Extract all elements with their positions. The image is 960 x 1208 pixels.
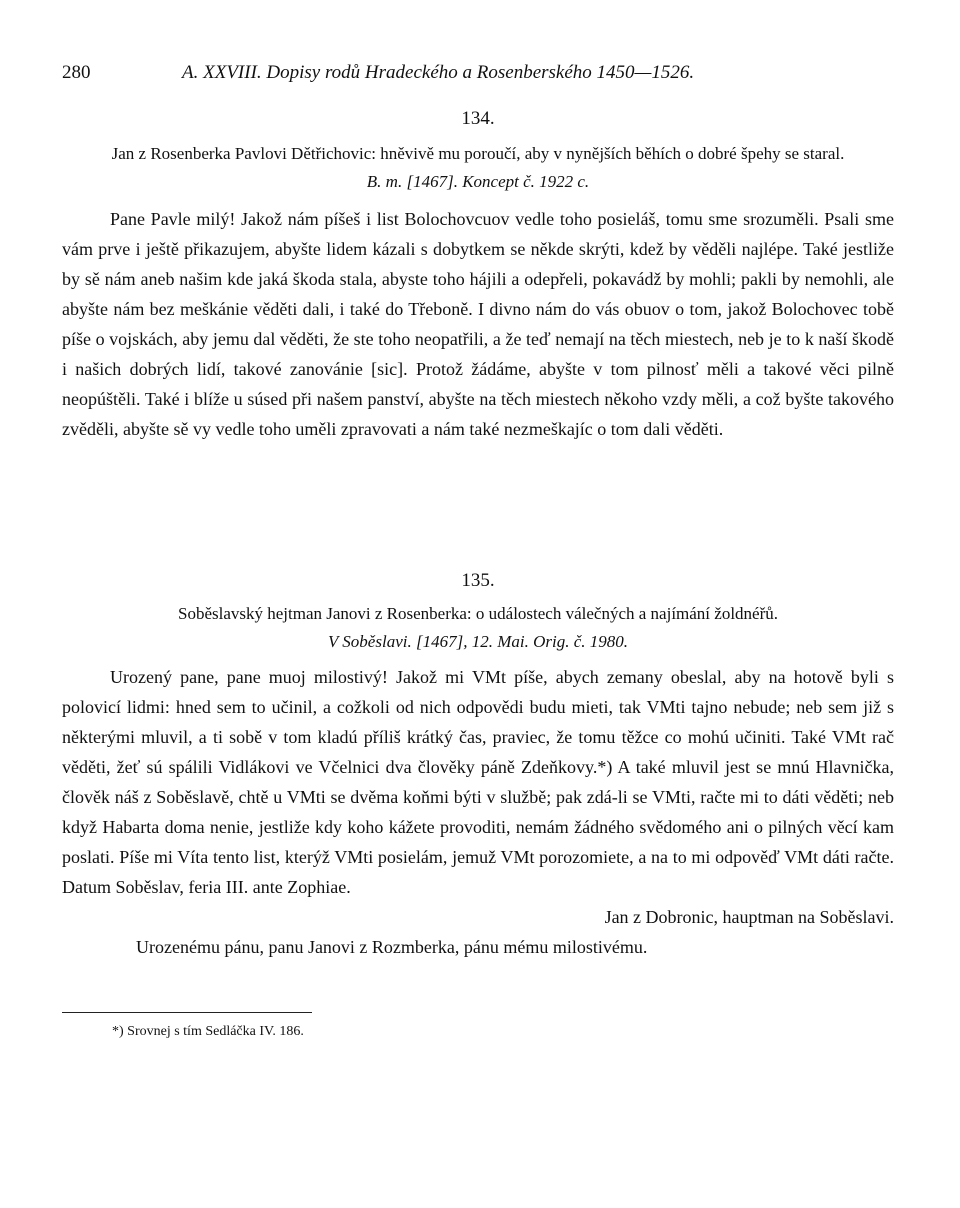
letter-text: Urozený pane, pane muoj milostivý! Jakož mi VMt píše, abych zemany obeslal, aby na hotově byli s polovicí lidmi: hned sem to učinil, a cožkoli od nich odpovědi budu mieti, tak VMti tajno nebude; neb sem již s některými mluvil, a ti sobě v tom kladú příliš krátký čas, praviec, že tomu těžce co mohú učiniti. Také VMt rač věděti, žeť sú spálili Vidlákovi ve Včelnici dva člověky páně Zdeňkovy.*) A také mluvil jest se mnú Hlavnička, člověk náš z Soběslavě, chtě u VMti se dvěma koňmi býti v službě; pak zdá-li se VMti, račte mi to dáti věděti; neb když Habarta doma nenie, jestliže kdy koho kážete provoditi, nemám žádného svědomého ani o pilných věcí kam poslati. Píše mi Víta tento list, kterýž VMti posielám, jemuž VMt porozomiete, a na to mi odpověď VMt dáti račte. Datum Soběslav, feria III. ante Zophiae. bbox=[62, 667, 894, 897]
document-page bbox=[62, 0, 894, 1208]
running-head bbox=[62, 60, 894, 86]
letter-134 bbox=[62, 106, 894, 444]
letter-datation: V Soběslavi. [1467], 12. Mai. Orig. č. 1980. bbox=[327, 632, 628, 651]
letter-regest: Jan z Rosenberka Pavlovi Dětřichovic: hněvivě mu poroučí, aby v nynějších běhích o dobré špehy se staral. bbox=[111, 144, 845, 163]
letter-regest: Soběslavský hejtman Janovi z Rosenberka: o událostech válečných a najímání žoldnéřů. bbox=[177, 604, 779, 623]
letter-text: Pane Pavle milý! Jakož nám píšeš i list Bolochovcuov vedle toho posieláš, tomu sme srozuměli. Psali sme vám prve i ještě přikazujem, abyšte lidem kázali s dobytkem se někde skrýti, kdež by věděli najlépe. Také jestliže by sě nám aneb našim kde jaká škoda stala, abyste toho hájili a odepřeli, pokavádž by mohli; pakli by nemohli, ale abyšte nám bez meškánie věděti dali, i také do Třeboně. I divno nám do vás obuov o tom, jakož Bolochovec tobě píše o vojskách, aby jemu dal věděti, že ste toho neopatřili, a že teď nemají na těch miestech, neb je to k naší škodě i našich dobrých lidí, takové zanovánie [sic]. Protož žádáme, abyšte v tom pilnosť měli a takové věci pilně neopúštěli. Také i blíže u súsed při našem panství, abyšte na těch miestech někoho vzdy měli, a což byšte takového zvěděli, abyšte sě vy vedle toho uměli zpravovati a nám také nezmeškajíc o tom dali věděti. bbox=[62, 209, 894, 439]
letter-number: 134. bbox=[461, 108, 495, 129]
footnote: *) Srovnej s tím Sedláčka IV. 186. bbox=[112, 1024, 304, 1039]
letter-signature: Jan z Dobronic, hauptman na Soběslavi. bbox=[604, 907, 894, 927]
letter-datation: B. m. [1467]. Koncept č. 1922 c. bbox=[366, 172, 590, 191]
letter-address: Urozenému pánu, panu Janovi z Rozmberka, pánu mému milostivému. bbox=[136, 937, 648, 957]
footnote-divider bbox=[62, 1012, 312, 1013]
running-title: A. XXVIII. Dopisy rodů Hradeckého a Rosenberského 1450—1526. bbox=[182, 62, 695, 83]
letter-number: 135. bbox=[461, 570, 495, 591]
page-number: 280 bbox=[62, 62, 91, 83]
letter-135 bbox=[62, 568, 894, 962]
